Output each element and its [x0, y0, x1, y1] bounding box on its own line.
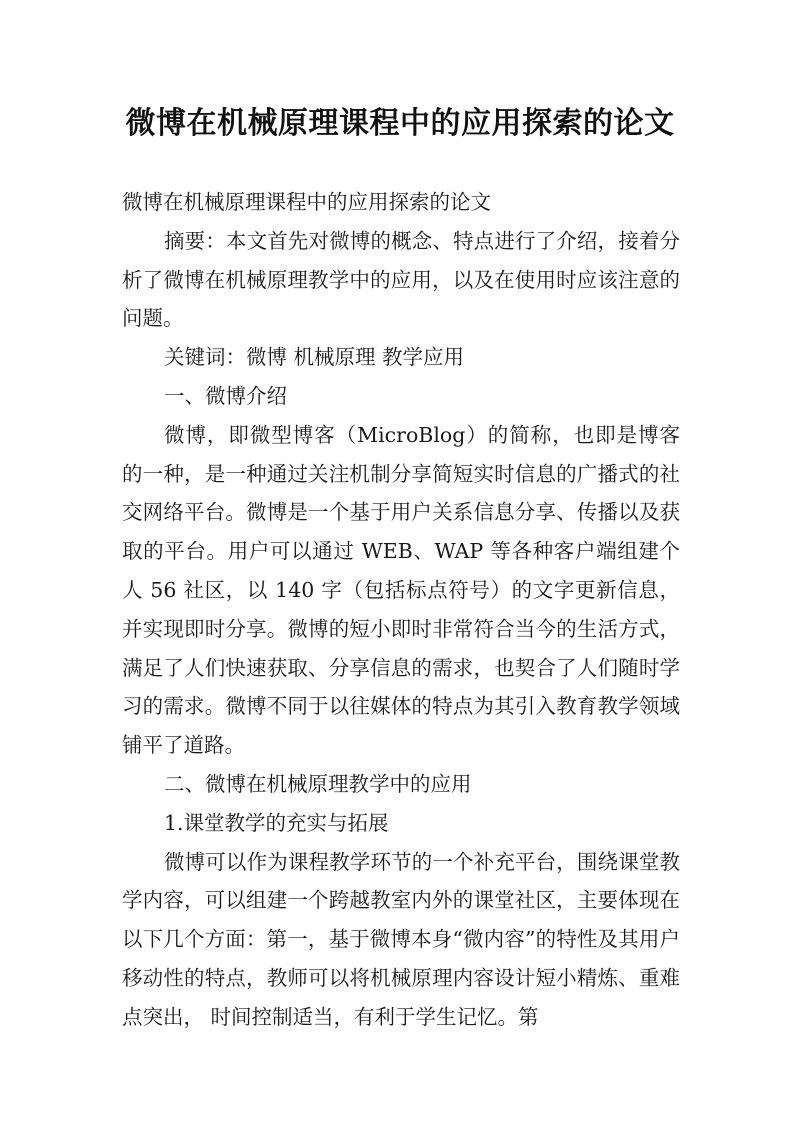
document-body [122, 183, 680, 1037]
body-paragraph: 微博可以作为课程教学环节的一个补充平台，围绕课堂教学内容，可以组建一个跨越教室内外的课堂社区，主要体现在以下几个方面：第一，基于微博本身“微内容”的特性及其用户移动性的特点，教师可以将机械原理内容设计短小精炼、重难点突出， 时间控制适当，有利于学生记忆。第 [122, 849, 680, 1029]
subsection-heading: 1.课堂教学的充实与拓展 [164, 810, 389, 835]
body-paragraph: 微博，即微型博客（MicroBlog）的简称，也即是博客的一种，是一种通过关注机制分享简短实时信息的广播式的社交网络平台。微博是一个基于用户关系信息分享、传播以及获取的平台。用户可以通过 WEB、WAP 等各种客户端组建个人 56 社区，以 140 字（包括标点符号）的文字更新信息，并实现即时分享。微博的短小即时非常符合当今的生活方式，满足了人们快速获取、分享信息的需求，也契合了人们随时学习的需求。微博不同于以往媒体的特点为其引入教育教学领域铺平了道路。 [122, 422, 680, 758]
section-heading-2: 二、微博在机械原理教学中的应用 [164, 771, 472, 796]
section-heading-1: 一、微博介绍 [164, 383, 287, 408]
document-title: 微博在机械原理课程中的应用探索的论文 [125, 106, 675, 141]
subtitle-paragraph: 微博在机械原理课程中的应用探索的论文 [122, 190, 491, 214]
abstract-paragraph: 摘要：本文首先对微博的概念、特点进行了介绍，接着分析了微博在机械原理教学中的应用，以及在使用时应该注意的问题。 [122, 228, 680, 331]
keywords-paragraph: 关键词：微博 机械原理 教学应用 [164, 345, 465, 370]
